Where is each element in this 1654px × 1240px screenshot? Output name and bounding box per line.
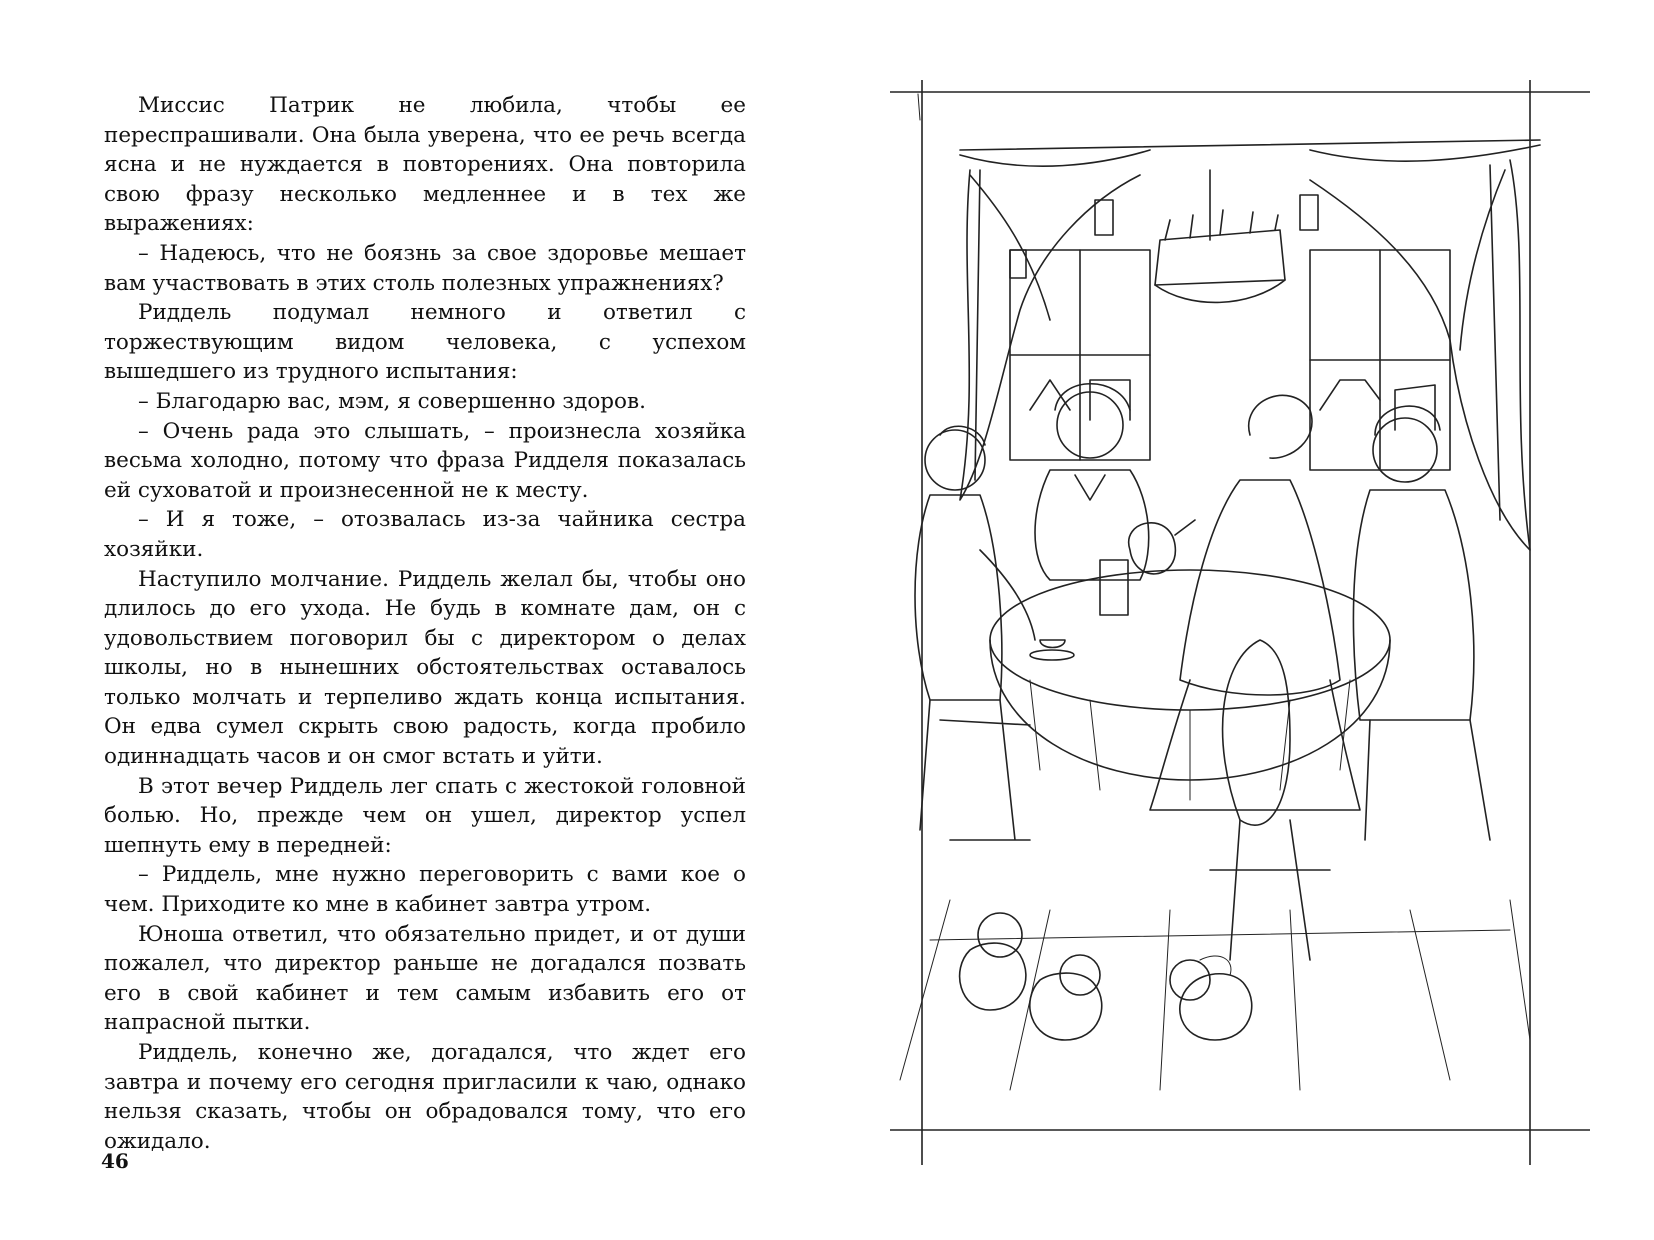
paragraph: – Риддель, мне нужно переговорить с вами кое о чем. Приходите ко мне в кабинет завтра утром. (104, 862, 746, 918)
paragraph: В этот вечер Риддель лег спать с жестокой головной болью. Но, прежде чем он ушел, директор успел шепнуть ему в передней: (104, 773, 746, 858)
paragraph: Юноша ответил, что обязательно придет, и от души пожалел, что директор раньше не догадался позвать его в свой кабинет и тем самым избавить его от напрасной пытки. (104, 921, 746, 1036)
paragraph: Миссис Патрик не любила, чтобы ее переспрашивали. Она была уверена, что ее речь всегда ясна и не нуждается в повторениях. Она повторила свою фразу несколько медленнее и в тех же выражениях: (104, 93, 746, 237)
page-number: 46 (101, 1149, 129, 1173)
tea-party-sketch-icon (890, 80, 1590, 1165)
paragraph: – Благодарю вас, мэм, я совершенно здоров. (138, 388, 646, 414)
paragraph: Риддель подумал немного и ответил с торжествующим видом человека, с успехом вышедшего из трудного испытания: (104, 300, 746, 385)
paragraph: – И я тоже, – отозвалась из-за чайника сестра хозяйки. (104, 507, 746, 562)
paragraph: Риддель, конечно же, догадался, что ждет его завтра и почему его сегодня пригласили к чаю, однако нельзя сказать, чтобы он обрадовался тому, что его ожидало. (104, 1040, 746, 1154)
text-column (104, 91, 746, 1156)
paragraph: Наступило молчание. Риддель желал бы, чтобы оно длилось до его ухода. Не будь в комнате дам, он с удовольствием поговорил бы с директором о делах школы, но в нынешних обстоятельствах оставалось только молчать и терпеливо ждать конца испытания. Он едва сумел скрыть свою радость, когда пробило одиннадцать часов и он смог встать и уйти. (104, 566, 746, 770)
paragraph: – Очень рада это слышать, – произнесла хозяйка весьма холодно, потому что фраза Ридделя показалась ей суховатой и произнесенной не к месту. (104, 418, 746, 503)
paragraph: – Надеюсь, что не боязнь за свое здоровье мешает вам участвовать в этих столь полезных упражнениях? (104, 240, 746, 296)
